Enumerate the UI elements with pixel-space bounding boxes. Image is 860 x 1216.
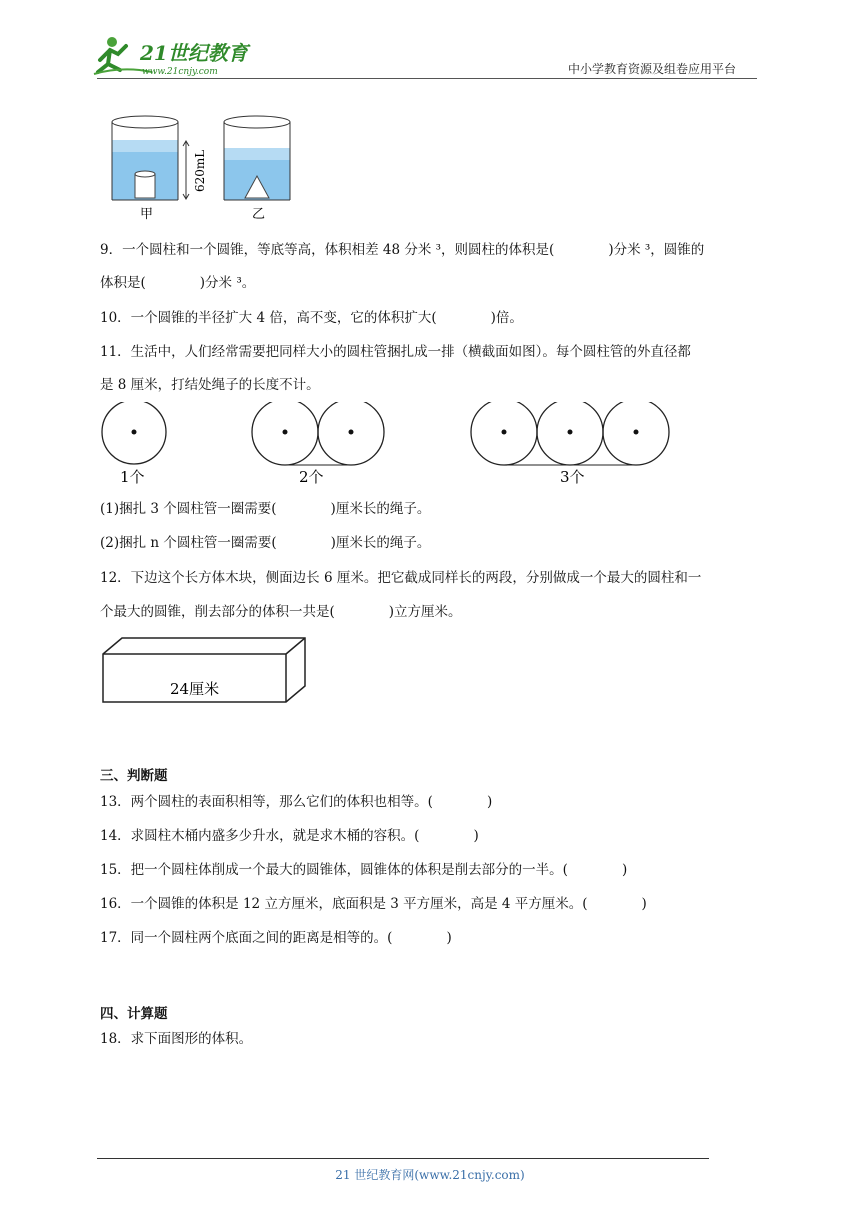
bundle-3 xyxy=(471,402,669,465)
bundle-2-label: 2个 xyxy=(299,468,324,486)
question-9-line1: 9．一个圆柱和一个圆锥，等底等高，体积相差 48 分米 ³，则圆柱的体积是( )分米 ³，圆锥的 xyxy=(100,242,705,258)
beaker-jia-label: 甲 xyxy=(140,207,154,222)
question-15: 15．把一个圆柱体削成一个最大的圆锥体，圆锥体的体积是削去部分的一半。( ) xyxy=(100,862,628,878)
bundle-1 xyxy=(102,402,166,464)
question-12-line1: 12．下边这个长方体木块，侧面边长 6 厘米。把它截成同样长的两段，分别做成一个最大的圆柱和一 xyxy=(100,570,702,586)
question-18: 18．求下面图形的体积。 xyxy=(100,1031,253,1047)
beaker-jia xyxy=(112,116,178,200)
bundle-3-label: 3个 xyxy=(560,468,585,486)
header-platform-text: 中小学教育资源及组卷应用平台 xyxy=(568,62,737,76)
beaker-yi-label: 乙 xyxy=(252,207,266,222)
question-16: 16．一个圆锥的体积是 12 立方厘米，底面积是 3 平方厘米，高是 4 平方厘米。( ) xyxy=(100,896,647,912)
header-rule xyxy=(97,78,757,79)
logo-text: 21世纪教育 xyxy=(140,41,248,65)
section-3-title: 三、判断题 xyxy=(100,768,168,784)
footer-text: 21 世纪教育网(www.21cnjy.com) xyxy=(335,1168,525,1182)
question-17: 17．同一个圆柱两个底面之间的距离是相等的。( ) xyxy=(100,930,452,946)
question-13: 13．两个圆柱的表面积相等，那么它们的体积也相等。( ) xyxy=(100,794,493,810)
question-11-line2: 是 8 厘米，打结处绳子的长度不计。 xyxy=(100,377,320,393)
question-9-line2: 体积是( )分米 ³。 xyxy=(100,275,256,291)
question-11-sub2: (2)捆扎 n 个圆柱管一圈需要( )厘米长的绳子。 xyxy=(100,535,431,551)
question-11-line1: 11．生活中，人们经常需要把同样大小的圆柱管捆扎成一排（横截面如图）。每个圆柱管的外直径都 xyxy=(100,344,691,360)
question-11-sub1: (1)捆扎 3 个圆柱管一圈需要( )厘米长的绳子。 xyxy=(100,501,431,517)
question-12-line2: 个最大的圆锥，削去部分的体积一共是( )立方厘米。 xyxy=(100,604,462,620)
beakers-figure xyxy=(100,112,300,224)
question-14: 14．求圆柱木桶内盛多少升水，就是求木桶的容积。( ) xyxy=(100,828,479,844)
bundle-1-label: 1个 xyxy=(120,468,145,486)
beaker-yi xyxy=(224,116,290,200)
logo-url: www.21cnjy.com xyxy=(142,67,218,77)
tube-bundles-figure xyxy=(96,402,686,488)
section-4-title: 四、计算题 xyxy=(100,1006,168,1022)
bundle-2 xyxy=(252,402,384,465)
cuboid-length-label: 24厘米 xyxy=(170,680,220,698)
site-logo xyxy=(92,30,267,80)
measure-arrow xyxy=(183,141,207,199)
question-10: 10．一个圆锥的半径扩大 4 倍，高不变，它的体积扩大( )倍。 xyxy=(100,310,523,326)
footer-rule xyxy=(97,1158,709,1159)
cuboid-figure xyxy=(100,636,310,708)
measure-label: 620mL xyxy=(193,149,207,192)
